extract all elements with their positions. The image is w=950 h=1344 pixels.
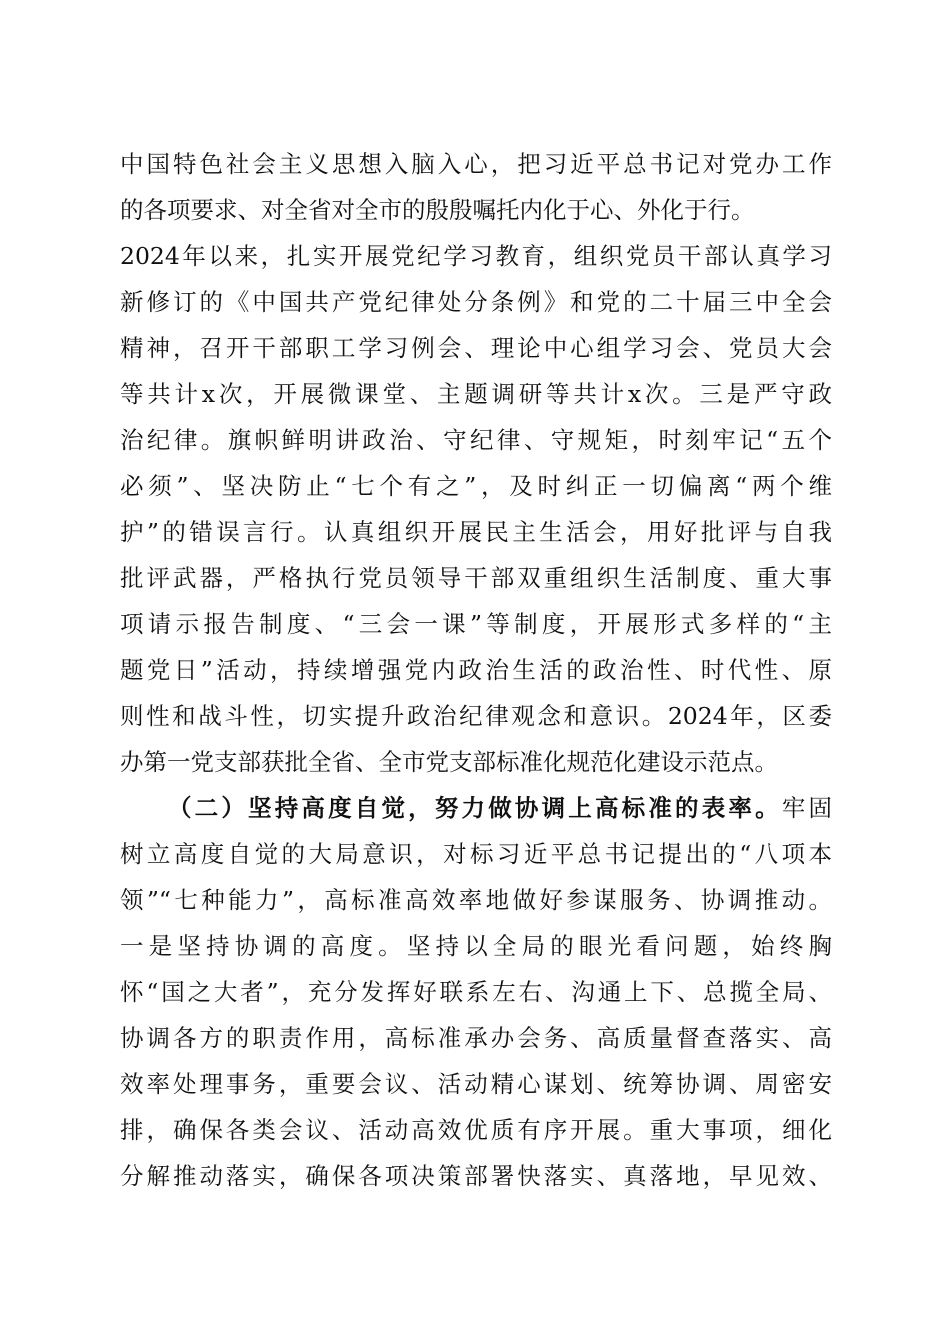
- paragraph-line: 树立高度自觉的大局意识，对标习近平总书记提出的“八项本: [120, 840, 832, 868]
- paragraph-line: 项请示报告制度、“三会一课”等制度，开展形式多样的“主: [120, 610, 832, 638]
- section-heading-continuation: 牢固: [781, 794, 832, 822]
- paragraph-line: 护”的错误言行。认真组织开展民主生活会，用好批评与自我: [120, 518, 832, 546]
- paragraph-line: 则性和战斗性，切实提升政治纪律观念和意识。2024年，区委: [120, 702, 832, 730]
- paragraph-line: 分解推动落实，确保各项决策部署快落实、真落地，早见效、: [120, 1162, 832, 1190]
- section-heading-line: [120, 785, 832, 831]
- paragraph-line: 中国特色社会主义思想入脑入心，把习近平总书记对党办工作: [120, 150, 832, 178]
- section-heading: （二）坚持高度自觉，努力做协调上高标准的表率。: [168, 794, 782, 822]
- document-body: [120, 141, 832, 1199]
- paragraph-line: 排，确保各类会议、活动高效优质有序开展。重大事项，细化: [120, 1116, 832, 1144]
- paragraph-line: 新修订的《中国共产党纪律处分条例》和党的二十届三中全会: [120, 288, 832, 316]
- paragraph-line: 怀“国之大者”，充分发挥好联系左右、沟通上下、总揽全局、: [120, 978, 832, 1006]
- paragraph-line: 治纪律。旗帜鲜明讲政治、守纪律、守规矩，时刻牢记“五个: [120, 426, 832, 454]
- paragraph-line: 一是坚持协调的高度。坚持以全局的眼光看问题，始终胸: [120, 932, 832, 960]
- paragraph-line: 题党日”活动，持续增强党内政治生活的政治性、时代性、原: [120, 656, 832, 684]
- paragraph-line: 必须”、坚决防止“七个有之”，及时纠正一切偏离“两个维: [120, 472, 832, 500]
- paragraph-line: 协调各方的职责作用，高标准承办会务、高质量督查落实、高: [120, 1024, 832, 1052]
- paragraph-line: 精神，召开干部职工学习例会、理论中心组学习会、党员大会: [120, 334, 832, 362]
- paragraph-line: 办第一党支部获批全省、全市党支部标准化规范化建设示范点。: [120, 748, 778, 776]
- paragraph-line: 批评武器，严格执行党员领导干部双重组织生活制度、重大事: [120, 564, 832, 592]
- paragraph-line: 领”“七种能力”，高标准高效率地做好参谋服务、协调推动。: [120, 886, 832, 914]
- paragraph-line: 2024年以来，扎实开展党纪学习教育，组织党员干部认真学习: [120, 242, 832, 270]
- paragraph-line: 的各项要求、对全省对全市的殷殷嘱托内化于心、外化于行。: [120, 196, 755, 224]
- paragraph-line: 等共计x次，开展微课堂、主题调研等共计x次。三是严守政: [120, 380, 832, 408]
- paragraph-line: 效率处理事务，重要会议、活动精心谋划、统筹协调、周密安: [120, 1070, 832, 1098]
